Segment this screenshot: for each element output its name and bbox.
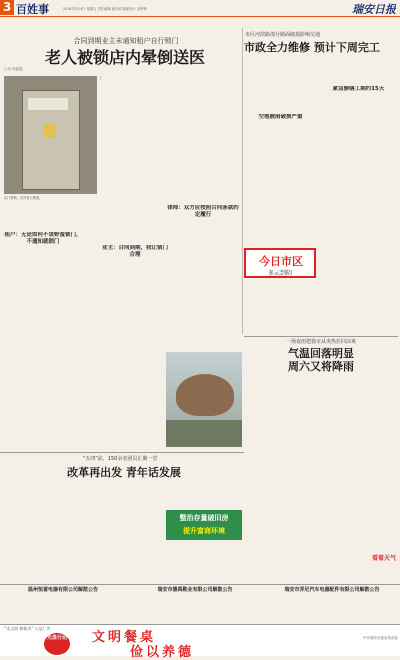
weather-headline-2: 周六又将降雨 (288, 360, 354, 373)
ad-slogan-line-1: 文明餐桌 (92, 630, 157, 645)
page-number: 3 (0, 0, 14, 15)
notice-title: 温州恒富电器有限公司解散公告 (27, 587, 98, 593)
lead-body-column-5 (166, 255, 240, 345)
subhead-landlord: 业主：合同到期，我让锁门合理 (101, 245, 168, 258)
lead-byline: 记者 杨鑫鑫 (4, 67, 23, 71)
lock-icon (44, 124, 56, 138)
campaign-line-1: 整治存量破旧房 (179, 514, 229, 522)
lead-body-column-3 (4, 245, 82, 435)
lower-body-column-4 (166, 543, 242, 581)
ad-sponsor: 中共瑞安市委宣传部宣 (363, 636, 398, 640)
weather-divider (244, 336, 398, 337)
lead-body-column-4 (85, 268, 163, 436)
notice-title: 瑞安市弄尼汽车电器配件有限公司解散公告 (284, 587, 380, 593)
stone-monument-photo (166, 352, 242, 447)
campaign-banner (166, 510, 242, 540)
section-title: 百姓事 (16, 3, 49, 16)
ad-slogan-line-2: 俭以养德 (130, 645, 195, 660)
today-weather-value: 多云到阴 (267, 270, 292, 277)
lower-headline: 改革再出发 青年话发展 (67, 466, 181, 479)
right-body-column-3 (244, 132, 317, 242)
notice-body (4, 594, 122, 622)
campaign-line-2: 提升富商环境 (183, 527, 225, 535)
lead-headline: 老人被锁店内晕倒送医 (44, 48, 205, 67)
notice-body (268, 594, 396, 622)
lower-kicker: “五四”前，150余名团员汇聚一堂 (82, 456, 158, 462)
today-weather-title: 今日市区 (259, 255, 303, 268)
notices-divider (0, 584, 400, 585)
lead-body-column-1: 了 (99, 76, 103, 80)
lead-body-column-2 (170, 76, 240, 170)
notice-body (126, 594, 264, 622)
lead-kicker: 合同到期业主未通知租户自行锁门 (73, 37, 179, 45)
lower-body-column-2 (85, 482, 163, 582)
stone-graphic (176, 374, 234, 416)
subhead-repair: 紧急修缮工期约15天 (332, 86, 385, 92)
notice-title: 瑞安市德禹鞋业有限公司解散公告 (157, 587, 233, 593)
newspaper-brand: 瑞安日报 (352, 3, 396, 16)
clean-plate-logo: 光盘行动 (44, 633, 70, 655)
ground-graphic (166, 420, 242, 447)
door-notice-graphic (28, 98, 68, 110)
ad-tag: “未文明 树新风” 公益广告 (4, 626, 51, 631)
subhead-lawyer: 律师：双方应按照合同条款约定履行 (167, 205, 239, 218)
lead-photo (4, 76, 97, 194)
issue-info: 2018年5月4日 星期五 责任编辑 谢行明 版面设计 金铮锋 (63, 7, 147, 11)
right-kicker: 市区河滨路部分路面破损影响交通 (245, 32, 321, 38)
lower-body-column-1 (4, 482, 82, 582)
subhead-damage: 空地被雨破损严重 (258, 114, 303, 120)
weather-body-column-2 (323, 376, 397, 551)
right-headline: 市政全力维修 预计下周完工 (244, 41, 380, 54)
today-weather-box (244, 248, 316, 278)
header-divider (0, 16, 400, 17)
subhead-tenant: 租户：无论如何不该野蛮锁门，不通知就锁门 (4, 232, 82, 245)
lead-photo-caption: 店门被锁，店内老人晕倒。 (4, 196, 43, 200)
weather-headline-1: 气温回落明显 (288, 347, 354, 360)
right-body-column-1 (244, 56, 317, 116)
lower-divider (0, 452, 244, 453)
right-body-column-2 (320, 100, 397, 300)
column-divider (242, 28, 243, 334)
weather-kicker: 一场夜雨把我市从炎热拉回凉爽 (285, 339, 356, 345)
weather-badge: 看看天气 (371, 555, 396, 562)
weather-body-column-1 (246, 376, 320, 576)
